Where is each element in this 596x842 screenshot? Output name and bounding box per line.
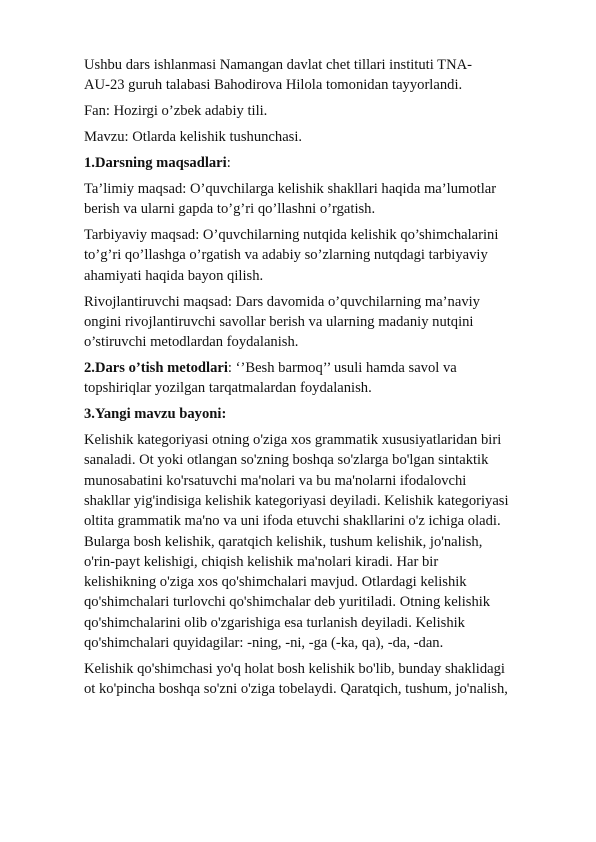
paragraph-line: Tarbiyaviy maqsad: O’quvchilarning nutqida kelishik qo’shimchalarini <box>84 227 499 244</box>
topic-text: Mavzu: Otlarda kelishik tushunchasi. <box>84 129 303 146</box>
paragraph-line: qo'shimchalari turlovchi qo'shimchalar deb yuritiladi. Otning kelishik <box>84 594 491 611</box>
paragraph-line: topshiriqlar yozilgan tarqatmalardan foydalanish. <box>84 380 372 397</box>
upbringing-goal-paragraph <box>84 225 564 286</box>
subject-line <box>84 101 564 121</box>
paragraph-line: shakllar yig'indisiga kelishik kategoriyasi deyiladi. Kelishik kategoriyasi <box>84 492 509 509</box>
paragraph-line: o'rin-payt kelishigi, chiqish kelishik ma'nolari kiradi. Har bir <box>84 553 439 570</box>
paragraph-line: Kelishik kategoriyasi otning o'ziga xos grammatik xususiyatlaridan biri <box>84 432 502 449</box>
paragraph-line: Kelishik qo'shimchasi yo'q holat bosh kelishik bo'lib, bunday shaklidagi <box>84 660 505 677</box>
paragraph-line: to’g’ri qo’llashga o’rgatish va adabiy so’zlarning nutqdagi tarbiyaviy <box>84 247 488 264</box>
document-body <box>84 55 564 705</box>
intro-line: Ushbu dars ishlanmasi Namangan davlat chet tillari instituti TNA- <box>84 57 473 73</box>
case-category-paragraph <box>84 430 564 653</box>
paragraph-line: o’stiruvchi metodlardan foydalanish. <box>84 334 299 351</box>
educational-goal-paragraph <box>84 179 564 220</box>
section-1-colon: : <box>226 154 231 171</box>
intro-paragraph <box>84 55 564 96</box>
paragraph-line: qo'shimchalarini olib o'zgarishiga esa turlanish deyiladi. Kelishik <box>84 614 465 631</box>
paragraph-line: Ta’limiy maqsad: O’quvchilarga kelishik shakllari haqida ma’lumotlar <box>84 180 497 197</box>
paragraph-line: ot ko'pincha boshqa so'zni o'ziga tobelaydi. Qaratqich, tushum, jo'nalish, <box>84 681 508 698</box>
paragraph-line: sanaladi. Ot yoki otlangan so'zning boshqa so'zlarga bo'lgan sintaktik <box>84 452 489 469</box>
developmental-goal-paragraph <box>84 292 564 353</box>
paragraph-line: Rivojlantiruvchi maqsad: Dars davomida o’quvchilarning ma’naviy <box>84 293 480 310</box>
section-2-paragraph <box>84 358 564 399</box>
section-2-text: : ‘’Besh barmoq’’ usuli hamda savol va <box>227 360 457 377</box>
paragraph-line: berish va ularni gapda to’g’ri qo’llashni o’rgatish. <box>84 201 376 218</box>
section-1-title: 1.Darsning maqsadlari <box>84 154 227 171</box>
section-2-title: 2.Dars o’tish metodlari <box>84 360 228 377</box>
paragraph-line: Bularga bosh kelishik, qaratqich kelishik, tushum kelishik, jo'nalish, <box>84 533 483 550</box>
section-1-heading <box>84 153 564 173</box>
paragraph-line: kelishikning o'ziga xos qo'shimchalari mavjud. Otlardagi kelishik <box>84 574 467 591</box>
section-3-heading <box>84 404 564 424</box>
paragraph-line: munosabatini ko'rsatuvchi ma'nolari va bu ma'nolarni ifodalovchi <box>84 472 467 489</box>
subject-text: Fan: Hozirgi o’zbek adabiy tili. <box>84 103 268 120</box>
intro-line: AU-23 guruh talabasi Bahodirova Hilola tomonidan tayyorlandi. <box>84 77 463 94</box>
paragraph-line: ahamiyati haqida bayon qilish. <box>84 267 264 284</box>
paragraph-line: ongini rivojlantiruvchi savollar berish va ularning madaniy nutqini <box>84 313 474 330</box>
paragraph-line: oltita grammatik ma'no va uni ifoda etuvchi shakllarini o'z ichiga oladi. <box>84 513 501 530</box>
paragraph-line: qo'shimchalari quyidagilar: -ning, -ni, -ga (-ka, qa), -da, -dan. <box>84 635 444 652</box>
section-3-title: 3.Yangi mavzu bayoni: <box>84 406 227 423</box>
nominative-case-paragraph <box>84 659 564 700</box>
topic-line <box>84 127 564 147</box>
